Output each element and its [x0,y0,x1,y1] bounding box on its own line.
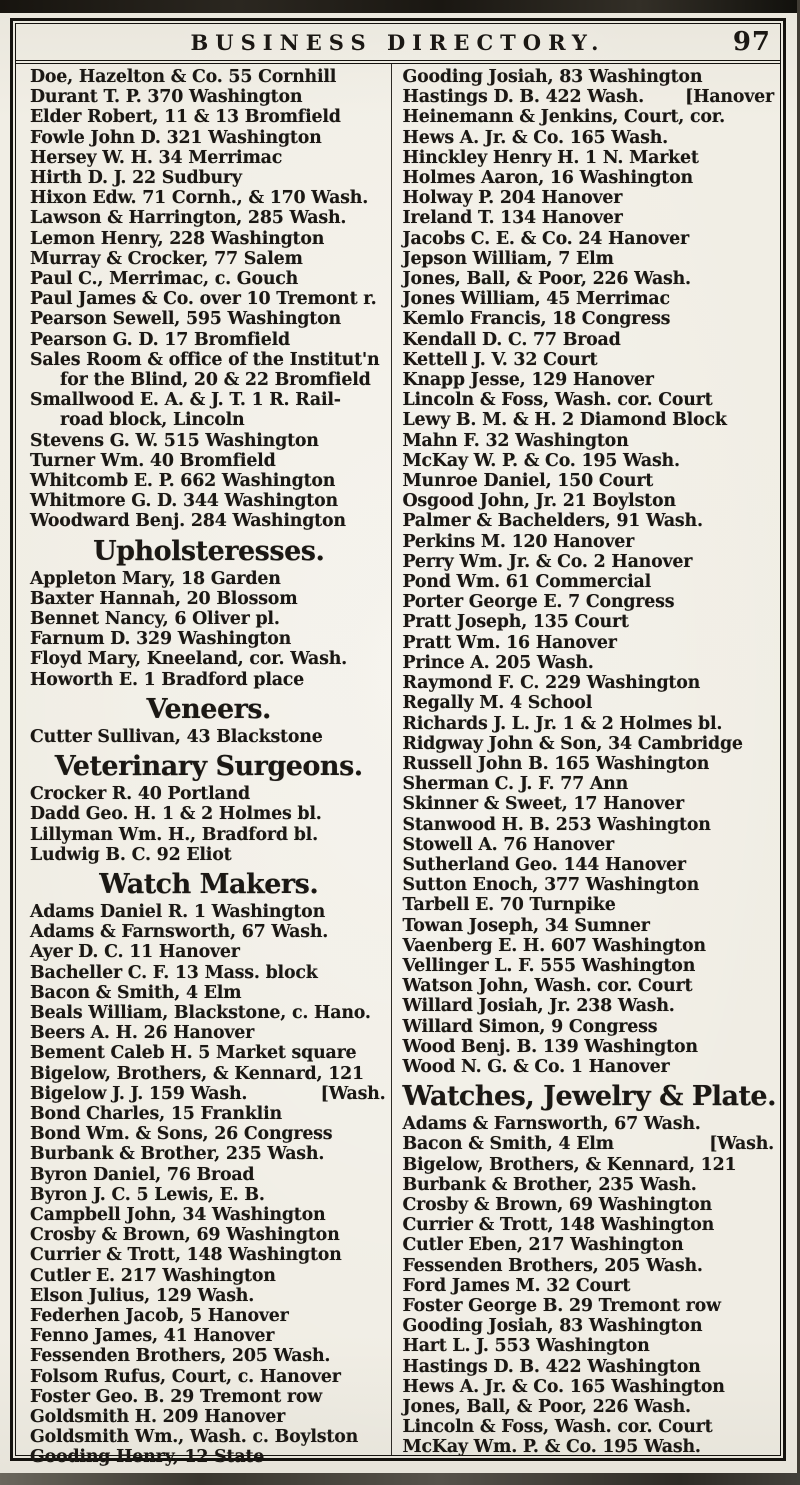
entry-text: Howorth E. 1 Bradford place [30,669,305,690]
entry-text: Jacobs C. E. & Co. 24 Hanover [402,228,689,249]
directory-entry [402,774,776,794]
entry-text: Sutherland Geo. 144 Hanover [402,854,686,875]
directory-entry [30,87,387,107]
page-number: 97 [732,27,771,57]
directory-entry [30,1407,387,1427]
directory-entry [30,1084,387,1104]
entry-text: Lincoln & Foss, Wash. cor. Court [402,1417,713,1438]
entry-text: Mahn F. 32 Washington [402,430,629,451]
entry-text: Osgood John, Jr. 21 Boylston [402,491,676,512]
entry-text: Bigelow, Brothers, & Kennard, 121 [30,1063,364,1084]
entry-text: Bond Charles, 15 Franklin [30,1103,282,1124]
entry-text: Goldsmith Wm., Wash. c. Boylston [30,1427,359,1448]
directory-entry [30,983,387,1003]
directory-entry [402,1437,776,1457]
directory-entry [402,612,776,632]
entry-text: Stowell A. 76 Hanover [402,834,614,855]
entry-text: Vaenberg E. H. 607 Washington [402,935,706,956]
directory-entry [402,653,776,673]
entry-text: Hinckley Henry H. 1 N. Market [402,147,699,168]
entry-text: Burbank & Brother, 235 Wash. [30,1144,325,1165]
directory-entry [30,784,387,804]
entry-text: Jones William, 45 Merrimac [402,289,670,310]
directory-entry [402,87,776,107]
directory-entry [402,1235,776,1255]
directory-entry [30,1124,387,1144]
entry-text: Towan Joseph, 34 Sumner [402,915,650,936]
directory-entry [30,128,387,148]
entry-text: Paul James & Co. over 10 Tremont r. [30,289,377,310]
directory-entry [402,1417,776,1437]
directory-entry [30,727,387,747]
directory-entry [402,1037,776,1057]
directory-entry [402,370,776,390]
entry-text: Tarbell E. 70 Turnpike [402,895,616,916]
directory-entry [402,128,776,148]
directory-entry [30,804,387,824]
directory-entry [402,1377,776,1397]
directory-entry [402,229,776,249]
entry-text: Cutler Eben, 217 Washington [402,1235,684,1256]
directory-entry [402,895,776,915]
directory-entry [30,309,387,329]
page-header [16,24,780,64]
scan-bottom-edge [0,1473,800,1485]
directory-entry [30,188,387,208]
directory-entry [402,754,776,774]
directory-entry [30,229,387,249]
entry-text: Gooding Henry, 12 State [30,1447,265,1468]
directory-entry [30,249,387,269]
entry-text: Crosby & Brown, 69 Washington [30,1225,340,1246]
scan-top-edge [0,0,800,13]
entry-text: Wood N. G. & Co. 1 Hanover [402,1056,670,1077]
directory-entry [30,208,387,228]
entry-text: Folsom Rufus, Court, c. Hanover [30,1366,341,1387]
directory-entry [402,1397,776,1417]
entry-text: Foster George B. 29 Tremont row [402,1295,721,1316]
directory-entry [402,1336,776,1356]
directory-entry [402,350,776,370]
entry-text: Currier & Trott, 148 Washington [30,1245,342,1266]
directory-entry [402,1276,776,1296]
entry-text: Fessenden Brothers, 205 Wash. [402,1255,703,1276]
section-heading: Upholsteresses. [93,535,325,567]
entry-text: Byron J. C. 5 Lewis, E. B. [30,1184,265,1205]
entry-text: Bond Wm. & Sons, 26 Congress [30,1124,333,1145]
directory-entry [402,410,776,430]
entry-text: Watson John, Wash. cor. Court [402,976,693,997]
directory-entry [402,148,776,168]
directory-entry [30,922,387,942]
directory-entry [402,269,776,289]
directory-entry [30,107,387,127]
directory-entry [30,1245,387,1265]
directory-entry [402,491,776,511]
directory-entry [402,67,776,87]
entry-text: Whitcomb E. P. 662 Washington [30,471,336,492]
entry-text: Prince A. 205 Wash. [402,652,594,673]
directory-entry [30,269,387,289]
directory-entry [402,996,776,1016]
entry-text: Murray & Crocker, 77 Salem [30,248,303,269]
directory-entry [30,1427,387,1447]
directory-entry [30,1043,387,1063]
entry-catchword: [Wash. [709,1134,774,1155]
entry-text: Cutter Sullivan, 43 Blackstone [30,726,323,747]
directory-entry [30,1185,387,1205]
entry-text: Crocker R. 40 Portland [30,784,251,805]
directory-entry [402,1057,776,1077]
entry-text: Bigelow J. J. 159 Wash. [30,1083,248,1104]
directory-entry [402,208,776,228]
entry-text: Adams & Farnsworth, 67 Wash. [402,1114,701,1135]
directory-entry [402,673,776,693]
entry-text: Lemon Henry, 228 Washington [30,228,325,249]
directory-entry [30,1165,387,1185]
directory-entry [402,956,776,976]
entry-text: Appleton Mary, 18 Garden [30,568,281,589]
entry-text: Floyd Mary, Kneeland, cor. Wash. [30,649,348,670]
entry-text: Munroe Daniel, 150 Court [402,471,654,492]
entry-text: Heinemann & Jenkins, Court, cor. [402,107,725,128]
entry-text: Hews A. Jr. & Co. 165 Washington [402,1376,725,1397]
directory-entry [402,976,776,996]
entry-text: Ridgway John & Son, 34 Cambridge [402,733,743,754]
directory-entry [30,451,387,471]
directory-entry [30,1225,387,1245]
directory-entry [402,815,776,835]
directory-entry [30,825,387,845]
entry-text: Fowle John D. 321 Washington [30,127,322,148]
directory-entry [402,1357,776,1377]
directory-entry [30,1306,387,1326]
directory-entry [30,963,387,983]
entry-text: Kemlo Francis, 18 Congress [402,309,671,330]
directory-entry [402,916,776,936]
entry-text: Whitmore G. D. 344 Washington [30,491,338,512]
entry-text: Kendall D. C. 77 Broad [402,329,621,350]
entry-text: Regally M. 4 School [402,693,593,714]
entry-text: Pond Wm. 61 Commercial [402,572,651,593]
entry-text: Hersey W. H. 34 Merrimac [30,147,283,168]
directory-entry [402,168,776,188]
entry-text: Richards J. L. Jr. 1 & 2 Holmes bl. [402,713,723,734]
directory-entry [30,1104,387,1124]
directory-entry [402,835,776,855]
directory-entry [30,67,387,87]
directory-entry [30,1387,387,1407]
directory-entry [30,670,387,690]
entry-text: Currier & Trott, 148 Washington [402,1215,715,1236]
directory-entry [402,390,776,410]
entry-catchword: [Hanover [685,87,774,108]
entry-text: Fessenden Brothers, 205 Wash. [30,1346,331,1367]
directory-entry [402,1155,776,1175]
entry-text: Raymond F. C. 229 Washington [402,673,701,694]
entry-text: Foster Geo. B. 29 Tremont row [30,1386,323,1407]
directory-entry [30,168,387,188]
directory-entry [402,1134,776,1154]
entry-text: Gooding Josiah, 83 Washington [402,67,703,87]
entry-text: Holway P. 204 Hanover [402,188,623,209]
entry-text: Hixon Edw. 71 Cornh., & 170 Wash. [30,188,369,209]
directory-entry [402,572,776,592]
entry-text: Ford James M. 32 Court [402,1275,631,1296]
directory-entry [402,1195,776,1215]
entry-text: Woodward Benj. 284 Washington [30,511,346,532]
directory-entry [30,1003,387,1023]
entry-text: Ayer D. C. 11 Hanover [30,942,240,963]
entry-text: Pratt Joseph, 135 Court [402,612,629,633]
entry-text: Bacheller C. F. 13 Mass. block [30,962,318,983]
entry-text: Hirth D. J. 22 Sudbury [30,168,242,189]
entry-text: Smallwood E. A. & J. T. 1 R. Rail- [30,390,341,411]
directory-entry [30,902,387,922]
entry-text: Knapp Jesse, 129 Hanover [402,370,654,391]
directory-entry [30,1286,387,1306]
entry-text: for the Blind, 20 & 22 Bromfield [60,370,371,391]
directory-entry [30,330,387,350]
entry-catchword: [Wash. [320,1083,386,1104]
section-heading: Veterinary Surgeons. [54,751,363,783]
directory-entry [402,875,776,895]
column-left [16,64,392,1468]
directory-entry [30,471,387,491]
entry-text: Pearson Sewell, 595 Washington [30,309,341,330]
directory-entry [30,1266,387,1286]
directory-entry [30,350,387,370]
entry-text: Baxter Hannah, 20 Blossom [30,588,298,609]
entry-text: Wood Benj. B. 139 Washington [402,1036,698,1057]
entry-text: Perry Wm. Jr. & Co. 2 Hanover [402,551,693,572]
entry-text: Beers A. H. 26 Hanover [30,1023,255,1044]
entry-text: Lillyman Wm. H., Bradford bl. [30,824,318,845]
entry-text: Elder Robert, 11 & 13 Bromfield [30,107,341,128]
directory-entry [30,410,387,430]
directory-entry [402,249,776,269]
directory-entry [30,1023,387,1043]
entry-text: Hastings D. B. 422 Washington [402,1356,701,1377]
entry-text: Byron Daniel, 76 Broad [30,1164,255,1185]
directory-entry [402,592,776,612]
directory-entry [402,936,776,956]
directory-entry [402,714,776,734]
entry-text: Lewy B. M. & H. 2 Diamond Block [402,410,727,431]
entry-text: Burbank & Brother, 235 Wash. [402,1174,697,1195]
entry-text: Perkins M. 120 Hanover [402,531,635,552]
directory-entry [30,491,387,511]
directory-entry [402,1296,776,1316]
directory-entry [402,1175,776,1195]
directory-entry [402,1017,776,1037]
page-title: BUSINESS DIRECTORY. [190,29,606,55]
directory-entry [402,1316,776,1336]
directory-entry [30,511,387,531]
directory-entry [30,431,387,451]
directory-entry [402,188,776,208]
directory-columns [16,64,780,1468]
directory-entry [402,431,776,451]
entry-text: Holmes Aaron, 16 Washington [402,168,693,189]
entry-text: McKay W. P. & Co. 195 Wash. [402,450,680,471]
directory-entry [402,1256,776,1276]
entry-text: Pearson G. D. 17 Bromfield [30,329,290,350]
directory-entry [402,1215,776,1235]
page-border-frame [10,18,786,1468]
entry-text: Campbell John, 34 Washington [30,1204,326,1225]
entry-text: Dadd Geo. H. 1 & 2 Holmes bl. [30,804,322,825]
directory-entry [402,107,776,127]
entry-text: Paul C., Merrimac, c. Gouch [30,269,299,290]
column-right [392,64,780,1458]
entry-text: Sherman C. J. F. 77 Ann [402,774,629,795]
entry-text: Durant T. P. 370 Washington [30,87,303,108]
page-inner-frame [15,23,781,1468]
directory-entry [402,794,776,814]
entry-text: Adams & Farnsworth, 67 Wash. [30,922,329,943]
directory-entry [30,370,387,390]
entry-text: Farnum D. 329 Washington [30,629,292,650]
entry-text: Stevens G. W. 515 Washington [30,430,319,451]
entry-text: Kettell J. V. 32 Court [402,349,598,370]
directory-entry [30,649,387,669]
directory-entry [30,845,387,865]
directory-entry [402,734,776,754]
section-heading: Watch Makers. [99,868,319,900]
directory-entry [30,589,387,609]
directory-entry [402,451,776,471]
entry-text: Skinner & Sweet, 17 Hanover [402,794,684,815]
entry-text: Russell John B. 165 Washington [402,753,710,774]
directory-entry [30,1346,387,1366]
entry-text: Jones, Ball, & Poor, 226 Wash. [402,269,691,290]
directory-entry [402,552,776,572]
entry-text: Sutton Enoch, 377 Washington [402,875,700,896]
entry-text: Hews A. Jr. & Co. 165 Wash. [402,127,669,148]
directory-entry [402,330,776,350]
entry-text: Palmer & Bachelders, 91 Wash. [402,511,703,532]
entry-text: McKay Wm. P. & Co. 195 Wash. [402,1437,701,1458]
entry-text: Crosby & Brown, 69 Washington [402,1194,712,1215]
entry-text: Goldsmith H. 209 Hanover [30,1406,286,1427]
entry-text: Hastings D. B. 422 Wash. [402,87,644,108]
entry-text: Adams Daniel R. 1 Washington [30,901,326,922]
directory-entry [402,693,776,713]
directory-entry [30,390,387,410]
directory-entry [402,1114,776,1134]
entry-text: Bennet Nancy, 6 Oliver pl. [30,609,280,630]
directory-entry [402,633,776,653]
directory-entry [30,1367,387,1387]
entry-text: Hart L. J. 553 Washington [402,1336,650,1357]
directory-entry [30,1447,387,1467]
entry-text: Fenno James, 41 Hanover [30,1326,275,1347]
entry-text: Elson Julius, 129 Wash. [30,1285,255,1306]
directory-entry [30,289,387,309]
entry-text: Pratt Wm. 16 Hanover [402,632,617,653]
entry-text: Sales Room & office of the Institut'n [30,349,380,370]
entry-text: Willard Josiah, Jr. 238 Wash. [402,996,675,1017]
directory-entry [30,1144,387,1164]
entry-text: Federhen Jacob, 5 Hanover [30,1305,289,1326]
section-heading: Veneers. [146,693,271,725]
directory-entry [30,609,387,629]
entry-text: Doe, Hazelton & Co. 55 Cornhill [30,67,337,87]
entry-text: Jepson William, 7 Elm [402,248,614,269]
entry-text: Willard Simon, 9 Congress [402,1016,658,1037]
entry-text: Bigelow, Brothers, & Kennard, 121 [402,1154,737,1175]
entry-text: Ireland T. 134 Hanover [402,208,623,229]
entry-text: Lawson & Harrington, 285 Wash. [30,208,347,229]
directory-entry [30,148,387,168]
section-heading: Watches, Jewelry & Plate. [402,1081,776,1113]
entry-text: Beals William, Blackstone, c. Hano. [30,1002,371,1023]
directory-entry [402,471,776,491]
directory-entry [30,942,387,962]
entry-text: Cutler E. 217 Washington [30,1265,276,1286]
entry-text: road block, Lincoln [60,410,245,431]
directory-entry [402,289,776,309]
entry-text: Porter George E. 7 Congress [402,592,675,613]
entry-text: Bacon & Smith, 4 Elm [402,1134,614,1155]
entry-text: Turner Wm. 40 Bromfield [30,450,276,471]
directory-entry [402,532,776,552]
entry-text: Gooding Josiah, 83 Washington [402,1316,703,1337]
entry-text: Stanwood H. B. 253 Washington [402,814,711,835]
entry-text: Bacon & Smith, 4 Elm [30,982,242,1003]
entry-text: Ludwig B. C. 92 Eliot [30,844,232,865]
directory-entry [30,1064,387,1084]
entry-text: Bement Caleb H. 5 Market square [30,1043,357,1064]
directory-entry [30,629,387,649]
directory-entry [402,511,776,531]
directory-entry [30,1326,387,1346]
directory-entry [402,309,776,329]
directory-entry [402,855,776,875]
entry-text: Lincoln & Foss, Wash. cor. Court [402,390,713,411]
directory-entry [30,569,387,589]
entry-text: Jones, Ball, & Poor, 226 Wash. [402,1397,691,1417]
entry-text: Vellinger L. F. 555 Washington [402,955,696,976]
directory-entry [30,1205,387,1225]
